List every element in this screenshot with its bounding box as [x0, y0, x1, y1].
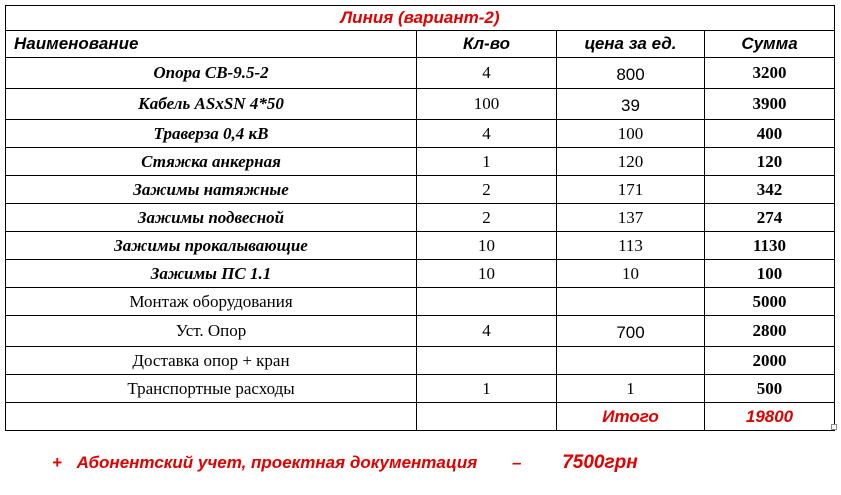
item-qty: 1 — [417, 375, 557, 403]
item-qty: 2 — [417, 204, 557, 232]
item-name: Зажимы натяжные — [6, 176, 417, 204]
item-name: Зажимы ПС 1.1 — [6, 260, 417, 288]
table-row — [6, 232, 835, 260]
header-name: Наименование — [6, 31, 417, 58]
item-price: 137 — [557, 204, 705, 232]
item-sum: 400 — [705, 120, 835, 148]
item-sum: 274 — [705, 204, 835, 232]
item-name: Монтаж оборудования — [6, 288, 417, 316]
footer-note — [52, 452, 638, 474]
table-title: Линия (вариант-2) — [6, 6, 835, 31]
item-name: Доставка опор + кран — [6, 347, 417, 375]
item-qty: 10 — [417, 232, 557, 260]
footer-text: Абонентский учет, проектная документация — [76, 453, 478, 472]
table-row — [6, 148, 835, 176]
item-qty — [417, 288, 557, 316]
item-qty: 4 — [417, 58, 557, 89]
title-row — [6, 6, 835, 31]
item-price — [557, 347, 705, 375]
item-price: 700 — [557, 316, 705, 347]
header-price: цена за ед. — [557, 31, 705, 58]
item-sum: 1130 — [705, 232, 835, 260]
table-row — [6, 260, 835, 288]
item-sum: 342 — [705, 176, 835, 204]
table-resize-handle[interactable] — [831, 424, 837, 430]
item-sum: 5000 — [705, 288, 835, 316]
item-name: Опора СВ-9.5-2 — [6, 58, 417, 89]
table-row — [6, 120, 835, 148]
footer-amount: 7500грн — [562, 452, 638, 473]
table-row — [6, 375, 835, 403]
item-qty: 2 — [417, 176, 557, 204]
item-sum: 2800 — [705, 316, 835, 347]
item-qty: 100 — [417, 89, 557, 120]
table-row — [6, 288, 835, 316]
item-name: Стяжка анкерная — [6, 148, 417, 176]
header-sum: Сумма — [705, 31, 835, 58]
item-name: Уст. Опор — [6, 316, 417, 347]
item-sum: 3900 — [705, 89, 835, 120]
item-price: 1 — [557, 375, 705, 403]
item-sum: 3200 — [705, 58, 835, 89]
header-qty: Кл-во — [417, 31, 557, 58]
item-price: 171 — [557, 176, 705, 204]
item-sum: 2000 — [705, 347, 835, 375]
table-row — [6, 58, 835, 89]
item-price: 800 — [557, 58, 705, 89]
item-sum: 100 — [705, 260, 835, 288]
table-row — [6, 89, 835, 120]
table-row — [6, 176, 835, 204]
item-name: Зажимы прокалывающие — [6, 232, 417, 260]
item-qty: 10 — [417, 260, 557, 288]
table-row — [6, 204, 835, 232]
item-qty: 4 — [417, 316, 557, 347]
item-name: Траверза 0,4 кВ — [6, 120, 417, 148]
estimate-table — [5, 5, 835, 431]
header-row — [6, 31, 835, 58]
table-row — [6, 316, 835, 347]
total-empty-name — [6, 403, 417, 431]
item-name: Кабель ASxSN 4*50 — [6, 89, 417, 120]
item-sum: 120 — [705, 148, 835, 176]
item-name: Транспортные расходы — [6, 375, 417, 403]
item-price: 100 — [557, 120, 705, 148]
total-row — [6, 403, 835, 431]
total-value: 19800 — [705, 403, 835, 431]
item-qty: 1 — [417, 148, 557, 176]
item-qty: 4 — [417, 120, 557, 148]
total-label: Итого — [557, 403, 705, 431]
item-sum: 500 — [705, 375, 835, 403]
item-price: 10 — [557, 260, 705, 288]
table-row — [6, 347, 835, 375]
item-name: Зажимы подвесной — [6, 204, 417, 232]
footer-dash: – — [512, 453, 522, 472]
total-empty-qty — [417, 403, 557, 431]
plus-sign: + — [52, 453, 62, 472]
item-price — [557, 288, 705, 316]
item-price: 39 — [557, 89, 705, 120]
item-price: 120 — [557, 148, 705, 176]
item-qty — [417, 347, 557, 375]
item-price: 113 — [557, 232, 705, 260]
